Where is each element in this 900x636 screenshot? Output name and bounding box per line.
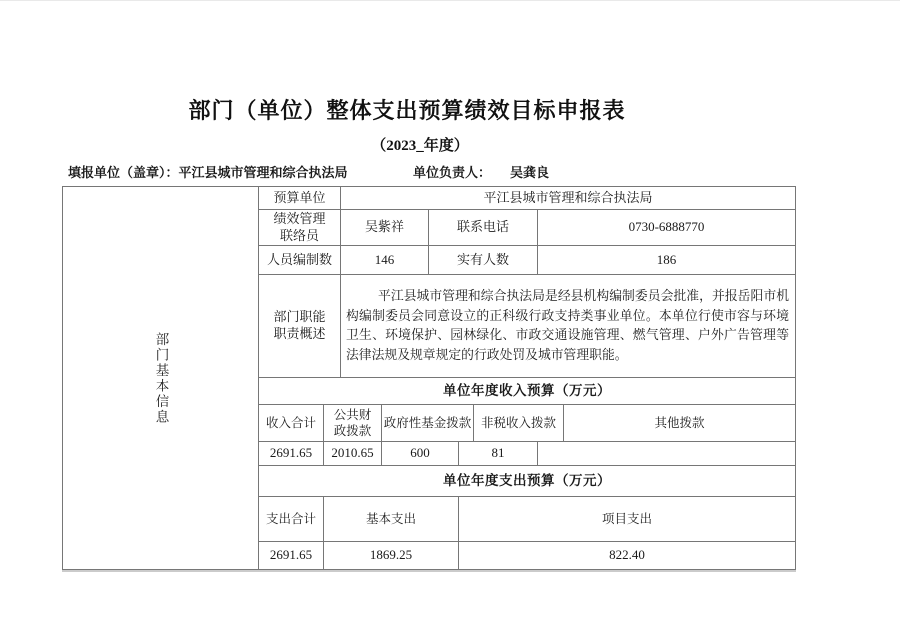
section-side-label: 部门基本信息 bbox=[153, 331, 169, 425]
income-total-value: 2691.65 bbox=[259, 442, 324, 465]
income-header-other: 其他拨款 bbox=[654, 415, 705, 430]
report-info-line bbox=[62, 160, 796, 182]
duty-text-cell bbox=[341, 275, 795, 377]
expense-project-value: 822.40 bbox=[609, 547, 645, 563]
responsible-person-name: 吴龚良 bbox=[510, 165, 550, 180]
liaison-value-cell: 吴紫祥 bbox=[341, 210, 429, 245]
expense-total-value: 2691.65 bbox=[259, 542, 324, 569]
income-header-nontax: 非税收入拨款 bbox=[474, 405, 564, 441]
table-row bbox=[259, 275, 795, 378]
liaison-label: 绩效管理联络员 bbox=[273, 210, 326, 243]
duty-label-cell bbox=[259, 275, 341, 377]
expense-header-project: 项目支出 bbox=[601, 511, 652, 526]
staffing-label-cell: 人员编制数 bbox=[259, 246, 341, 274]
income-header-total: 收入合计 bbox=[259, 405, 324, 441]
income-header-public-finance bbox=[324, 405, 382, 441]
income-header-gov-fund: 政府性基金拨款 bbox=[382, 405, 474, 441]
responsible-person-label: 单位负责人： bbox=[413, 165, 492, 180]
table-row bbox=[259, 187, 795, 210]
income-public-finance-value: 2010.65 bbox=[324, 442, 382, 465]
table-row bbox=[259, 246, 795, 275]
phone-label-cell: 联系电话 bbox=[429, 210, 538, 245]
duty-description: 平江县城市管理和综合执法局是经县机构编制委员会批准，并报岳阳市机构编制委员会同意设立的正科级行政支持类事业单位。本单位行使市容与环境卫生、环境保护、园林绿化、市政交通设施管理、燃气管理、户外广告管理等法律法规及规章规定的行政处罚及城市管理职能。 bbox=[346, 289, 789, 362]
income-header-public-finance-label: 公共财政拨款 bbox=[333, 407, 372, 438]
document-year-subtitle: （2023_年度） bbox=[371, 138, 469, 154]
income-other-value bbox=[538, 442, 795, 465]
table-content bbox=[259, 187, 795, 569]
income-value-row bbox=[259, 442, 795, 466]
expense-basic-value: 1869.25 bbox=[324, 542, 459, 569]
duty-label: 部门职能职责概述 bbox=[273, 309, 326, 341]
income-title-row bbox=[259, 378, 795, 405]
expense-header-total: 支出合计 bbox=[259, 497, 324, 541]
phone-value-cell: 0730-6888770 bbox=[628, 219, 705, 235]
actual-headcount-value-cell: 186 bbox=[656, 251, 677, 267]
declaration-table bbox=[62, 186, 796, 570]
staffing-value-cell: 146 bbox=[341, 246, 429, 274]
liaison-label-cell bbox=[259, 210, 341, 245]
actual-headcount-label-cell: 实有人数 bbox=[429, 246, 538, 274]
table-row bbox=[259, 210, 795, 246]
budget-unit-value-cell: 平江县城市管理和综合执法局 bbox=[483, 189, 653, 205]
fill-unit-text: 填报单位（盖章）：平江县城市管理和综合执法局 bbox=[68, 165, 348, 180]
income-nontax-value: 81 bbox=[459, 442, 538, 465]
expense-header-basic: 基本支出 bbox=[324, 497, 459, 541]
document-title: 部门（单位）整体支出预算绩效目标申报表 bbox=[188, 98, 626, 123]
expense-section-title: 单位年度支出预算（万元） bbox=[443, 473, 611, 489]
expense-title-row bbox=[259, 466, 795, 497]
budget-unit-label-cell: 预算单位 bbox=[259, 187, 341, 209]
expense-header-row bbox=[259, 497, 795, 542]
expense-value-row bbox=[259, 542, 795, 569]
income-gov-fund-value: 600 bbox=[382, 442, 459, 465]
income-header-row bbox=[259, 405, 795, 442]
income-section-title: 单位年度收入预算（万元） bbox=[443, 383, 611, 399]
section-side-cell bbox=[63, 187, 259, 569]
